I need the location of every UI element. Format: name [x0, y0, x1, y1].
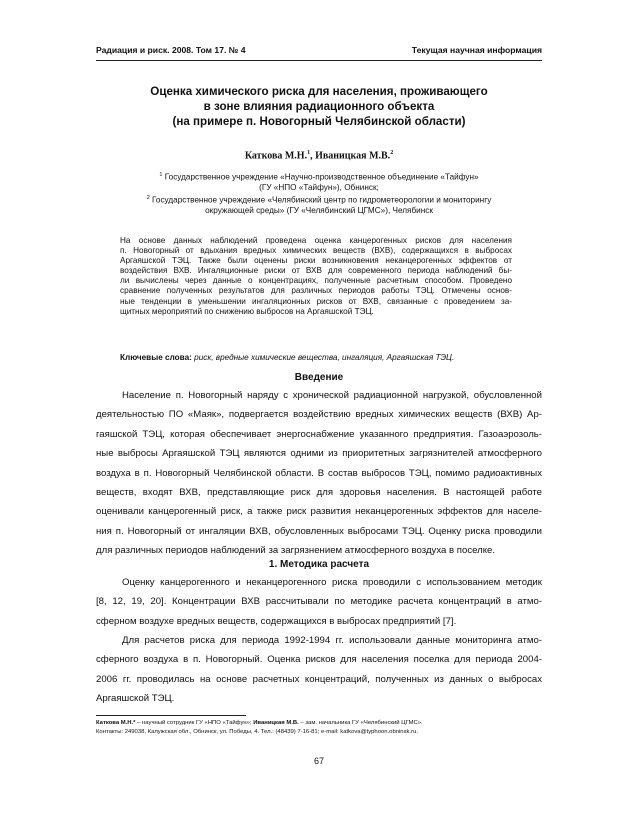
footnote-author-2-role: – зам. начальника ГУ «Челябинский ЦГМС». — [298, 720, 423, 726]
body-line: ния п. Новогорный от ингаляции ВХВ, обусловленных выбросами ТЭЦ. Оценку риска проводили — [96, 525, 542, 537]
authors — [96, 150, 542, 161]
affiliation-line: окружающей среды» (ГУ «Челябинский ЦГМС»), Челябинск — [205, 206, 433, 216]
page-number: 67 — [313, 756, 324, 766]
body-line: воздуха в п. Новогорный Челябинской области. В состав выбросов ТЭЦ, помимо радиоактивных — [96, 467, 542, 479]
body-line: сферном воздухе вредных веществ, содержащихся в выбросах предприятий [7]. — [96, 615, 457, 627]
footnote-author-2: Иваницкая М.В. — [253, 720, 299, 726]
title-line: (на примере п. Новогорный Челябинской области) — [172, 115, 466, 128]
author-2-affil-mark: 2 — [390, 150, 394, 156]
body-line: гаяшской ТЭЦ, которая обеспечивает энергоснабжение указанного предприятия. Газоаэрозоль- — [96, 428, 542, 440]
affiliation-line — [96, 193, 542, 206]
intro-heading: Введение — [294, 372, 344, 383]
running-header — [96, 45, 542, 59]
body-line: веществ, входят ВХВ, представляющие риск для здоровья населения. В настоящей работе — [96, 486, 542, 498]
body-line: [8, 12, 19, 20]. Концентрации ВХВ рассчитывали по методике расчета концентраций в атмо- — [96, 596, 542, 608]
body-line: деятельностью ПО «Маяк», подвергается воздействию вредных химических веществ (ВХВ) Ар- — [96, 409, 542, 421]
body-line: Аргаяшской ТЭЦ. — [96, 693, 175, 705]
footnote-contacts: Контакты: 249038, Калужская обл., Обнинск, ул. Победы, 4. Тел.: (48439) 7-16-81; e-mail: katkova@typhoon.obninsk.ru. — [96, 729, 418, 735]
journal-citation: Радиация и риск. 2008. Том 17. № 4 — [96, 45, 246, 55]
abstract-line: сравнение полученных результатов для различных периодов работы ТЭЦ. Отмечены основ- — [120, 286, 512, 296]
abstract-line: Аргаяшской ТЭЦ. Также были оценены риски возникновения неканцерогенных эффектов от — [120, 256, 512, 266]
method-paragraph-1 — [96, 573, 542, 631]
abstract-line: На основе данных наблюдений проведена оценка канцерогенных рисков для населения — [120, 236, 512, 245]
keywords — [120, 353, 520, 362]
affiliation-line: (ГУ «НПО «Тайфун»), Обнинск; — [259, 182, 379, 192]
affiliation-line — [96, 170, 542, 183]
method-heading: 1. Методика расчета — [268, 559, 370, 570]
body-line: оценивали канцерогенный риск, а также риск развития неканцерогенных эффектов для населе- — [96, 506, 542, 518]
intro-paragraph — [96, 386, 542, 561]
header-rule — [96, 60, 542, 61]
body-line: 2006 гг. проводилась на основе расчетных концентраций, полученных из данных о выбросах — [96, 673, 542, 685]
abstract-line: воздействия ВХВ. Ингаляционные риски от ВХВ для современного периода наблюдений бы- — [120, 266, 512, 276]
section-name: Текущая научная информация — [411, 45, 542, 55]
body-line: для различных периодов наблюдений за загрязнением атмосферного воздуха в поселке. — [96, 545, 496, 557]
abstract-line: щитных мероприятий по снижению выбросов на Аргаяшской ТЭЦ. — [120, 306, 374, 316]
footnote-author-1: Каткова М.Н.* — [96, 720, 136, 726]
footnote — [96, 719, 542, 737]
author-2: Иваницкая М.В. — [315, 150, 391, 162]
affil-text: Государственное учреждение «Научно-производственное объединение «Тайфун» — [162, 172, 479, 182]
footnote-author-1-role: – научный сотрудник ГУ «НПО «Тайфун»; — [135, 720, 254, 726]
body-line: Оценку канцерогенного и неканцерогенного риска проводили с использованием методик — [122, 577, 542, 588]
affil-text: Государственное учреждение «Челябинский центр по гидрометеорологии и мониторингу — [149, 195, 492, 205]
affil-mark: 2 — [146, 195, 150, 202]
body-line: сферного воздуха в п. Новогорный. Оценка рисков для населения поселка для периода 2004- — [96, 654, 542, 666]
title-line: Оценка химического риска для населения, проживающего — [150, 85, 488, 98]
title-line: в зоне влияния радиационного объекта — [203, 100, 435, 113]
article-title — [96, 84, 542, 129]
abstract-line: ли вычислены через данные о концентрациях, полученные расчетным способом. Проведено — [120, 276, 512, 286]
body-line: Для расчетов риска для периода 1992-1994 гг. использовали данные мониторинга атмо- — [122, 635, 542, 646]
keywords-text: риск, вредные химические вещества, ингаляция, Аргаяшская ТЭЦ. — [191, 353, 455, 362]
author-1-affil-mark: 1 — [307, 150, 311, 156]
abstract — [120, 236, 512, 317]
method-paragraph-2 — [96, 631, 542, 709]
footnote-authors-line — [96, 719, 542, 728]
body-line: ные выбросы Аргаяшской ТЭЦ являются одними из приоритетных загрязнителей атмосферного — [96, 448, 542, 460]
author-separator: , — [310, 150, 316, 162]
body-line: Население п. Новогорный наряду с хронической радиационной нагрузкой, обусловленной — [122, 390, 542, 401]
abstract-line: п. Новогорный от вдыхания вредных химических веществ (ВХВ), содержащихся в выбросах — [120, 246, 512, 256]
keywords-label: Ключевые слова: — [120, 353, 192, 362]
author-1: Каткова М.Н. — [244, 150, 308, 162]
abstract-line: ные тенденции в уменьшении ингаляционных рисков от ВХВ, связанные с проведением за- — [120, 296, 512, 306]
affil-mark: 1 — [159, 172, 163, 178]
footnote-rule — [96, 715, 246, 716]
affiliations — [96, 170, 542, 216]
